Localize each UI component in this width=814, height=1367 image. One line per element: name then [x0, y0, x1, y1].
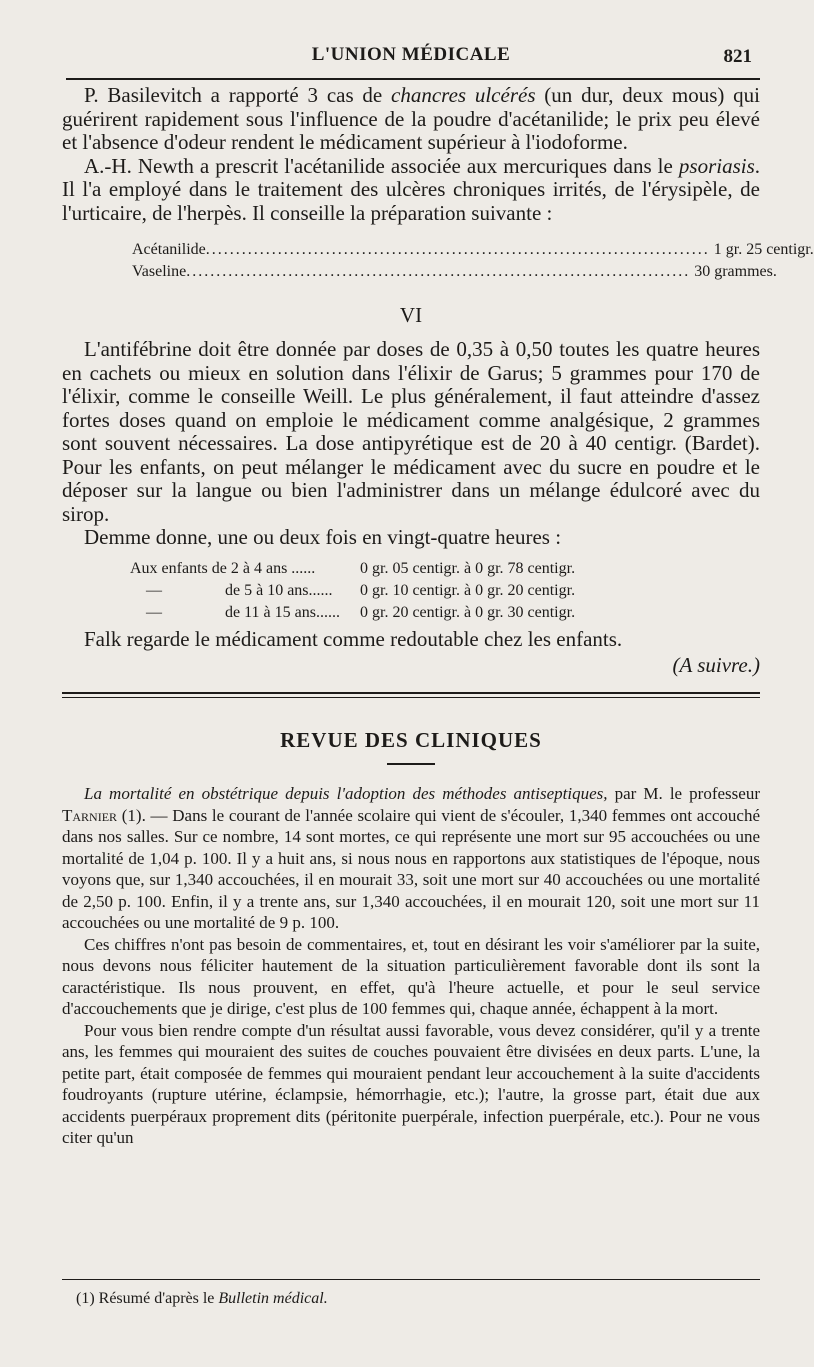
page-body	[62, 83, 814, 1149]
paragraph-newth	[62, 155, 760, 226]
leader-dots: ....................................................................................	[205, 241, 710, 258]
dosage-age	[130, 558, 360, 580]
dosage-row	[130, 558, 760, 580]
dosage-value: 0 gr. 05 centigr. à 0 gr. 78 centigr.	[360, 559, 576, 577]
page-number: 821	[723, 46, 752, 67]
title-underline	[387, 763, 435, 765]
italic-term: psoriasis	[678, 153, 755, 178]
leader-dots: ....................................................................................	[186, 263, 691, 280]
recipe-list	[132, 239, 814, 283]
paragraph-resultat: Pour vous bien rendre compte d'un résultat aussi favorable, vous devez considérer, qu'il y a trente ans, les femmes qui mouraient des suites de couches pouvaient être divisées en deux parts. L'une, la petite part, était composée de femmes qui mouraient pendant leur accouchement à la suite d'accidents foudroyants (rupture utérine, éclampsie, hémorrhagie, etc.); l'autre, la grosse part, était due aux accidents puerpéraux proprement dits (péritonite puerpérale, infection puerpérale, etc.). Pour ne vous citer qu'un	[62, 1020, 760, 1147]
text-run: P. Basilevitch a rapporté 3 cas de	[84, 83, 392, 107]
recipe-row	[132, 261, 777, 283]
text-run: . Il l'a employé dans le traitement des ulcères chroniques irrités, de l'érysipèle, de l'urticaire, de l'herpès. Il conseille la préparation suivante :	[62, 153, 760, 225]
section-title: REVUE DES CLINIQUES	[280, 728, 542, 752]
dosage-age	[130, 580, 360, 602]
paragraph-chiffres: Ces chiffres n'ont pas besoin de commentaires, et, tout en désirant les voir s'améliorer par la suite, nous devons nous féliciter hautement de la situation particulièrement favorable dont ils sont la caractéristique. Ils nous prouvent, en effet, qu'à l'heure actuelle, et pour le seul service d'accouchements que je dirige, c'est plus de 100 femmes qui, chaque année, échappent à la mort.	[62, 934, 760, 1018]
text-run: (1) Résumé d'après le	[76, 1290, 219, 1307]
dosage-age-range: de 2 à 4 ans ......	[211, 559, 316, 577]
paragraph-basilevitch	[62, 84, 760, 155]
paragraph-antifebrine: L'antifébrine doit être donnée par doses de 0,35 à 0,50 toutes les quatre heures en cachets ou mieux en solution dans l'élixir de Garus; 5 grammes pour 170 de l'élixir, comme le conseille Weill. Le plus généralement, il faut atteindre d'assez fortes doses quand on emploie le médicament comme analgésique, 2 grammes sont souvent nécessaires. La dose antipyrétique est de 20 à 40 centigr. (Bardet). Pour les enfants, on peut mélanger le médicament avec du sucre en poudre et le déposer sur la langue ou bien l'administrer dans un mélange édulcoré avec du sirop.	[62, 337, 760, 526]
ingredient-quantity: 1 gr. 25 centigr.	[713, 241, 814, 258]
italic-term: chancres ulcérés	[391, 83, 536, 107]
dosage-age-range: de 5 à 10 ans......	[225, 581, 333, 599]
paragraph-tarnier	[62, 783, 760, 934]
dosage-table	[130, 558, 760, 624]
footnote-rule	[62, 1279, 760, 1280]
author-name: Tarnier	[62, 805, 118, 825]
continued-note: (A suivre.)	[672, 653, 760, 677]
recipe-row	[132, 239, 814, 261]
text-run: par M. le professeur	[607, 784, 760, 803]
dosage-row	[130, 602, 760, 624]
dosage-value: 0 gr. 10 centigr. à 0 gr. 20 centigr.	[360, 581, 576, 599]
dosage-age-range: de 11 à 15 ans......	[225, 603, 340, 621]
dosage-prefix: Aux enfants	[130, 559, 208, 577]
ingredient-quantity: 30 grammes.	[694, 263, 777, 280]
journal-title: L'UNION MÉDICALE	[311, 44, 511, 65]
dosage-prefix: —	[146, 581, 162, 599]
footnote	[76, 1290, 328, 1308]
section-number: VI	[399, 303, 423, 327]
page-header	[62, 36, 760, 72]
dosage-value: 0 gr. 20 centigr. à 0 gr. 30 centigr.	[360, 603, 576, 621]
ingredient-name: Vaseline	[132, 263, 187, 280]
text-run: (1). — Dans le courant de l'année scolaire qui vient de s'écouler, 1,340 femmes ont accouché dans nos salles. Sur ce nombre, 14 sont mortes, ce qui représente une mort sur 95 accouchées ou une mortalité de 1,04 p. 100. Il y a huit ans, si nous nous en rapportons aux statistiques de l'époque, nous voyons que, sur 1,340 accouchées, il en mourait 33, soit une mort sur 40 accouchées ou une mortalité de 2,50 p. 100. Enfin, il y a trente ans, sur 1,340 accouchées, il en mourait 120, soit une mort sur 11 accouchées ou une mortalité de 9 p. 100.	[62, 805, 760, 932]
footnote-source: Bulletin médical.	[218, 1290, 328, 1307]
dosage-age	[130, 602, 360, 624]
section-divider	[62, 692, 760, 698]
ingredient-name: Acétanilide	[132, 241, 206, 258]
header-rule	[66, 78, 760, 80]
paragraph-demme: Demme donne, une ou deux fois en vingt-quatre heures :	[84, 525, 562, 549]
paragraph-falk: Falk regarde le médicament comme redoutable chez les enfants.	[84, 626, 623, 651]
dosage-row	[130, 580, 760, 602]
text-run: A.-H. Newth a prescrit l'acétanilide associée aux mercuriques dans le	[84, 153, 679, 178]
text-run: (un dur, deux mous) qui guérirent rapidement sous l'influence de la poudre d'acétanilide; le prix peu élevé et l'absence d'odeur rendent le médicament supérieur à l'iodoforme.	[62, 83, 760, 154]
article-title: La mortalité en obstétrique depuis l'adoption des méthodes antiseptiques,	[84, 784, 608, 803]
dosage-prefix: —	[146, 603, 162, 621]
